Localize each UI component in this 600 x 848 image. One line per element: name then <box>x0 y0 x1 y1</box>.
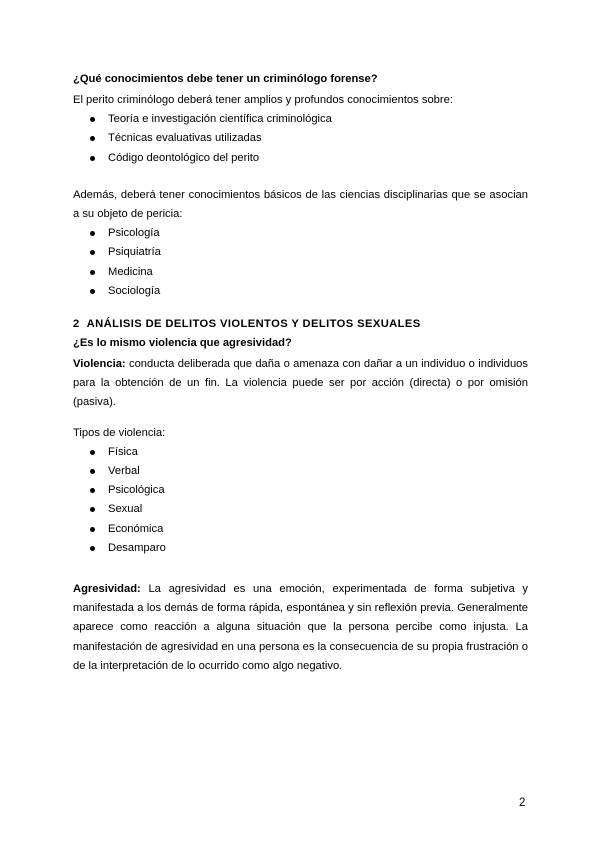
knowledge-list <box>73 110 528 168</box>
list-item: Física <box>73 443 528 462</box>
list-item: Psicología <box>73 224 528 243</box>
list-item: Medicina <box>73 263 528 282</box>
list-item: Sociología <box>73 282 528 301</box>
list-item: Psicológica <box>73 481 528 500</box>
section-number: 2 <box>73 318 80 331</box>
list-item: Sexual <box>73 500 528 519</box>
list-item: Psiquiatría <box>73 243 528 262</box>
violence-types-list <box>73 443 528 558</box>
question-heading-violence: ¿Es lo mismo violencia que agresividad? <box>73 337 292 350</box>
list-item: Económica <box>73 520 528 539</box>
violence-types-label: Tipos de violencia: <box>73 426 166 439</box>
list-item: Desamparo <box>73 539 528 558</box>
list-item: Código deontológico del perito <box>73 149 528 168</box>
violence-term: Violencia: <box>73 358 126 371</box>
list-item: Técnicas evaluativas utilizadas <box>73 129 528 148</box>
list-item: Verbal <box>73 462 528 481</box>
disciplines-list <box>73 224 528 301</box>
question-heading-knowledge: ¿Qué conocimientos debe tener un criminólogo forense? <box>73 73 378 85</box>
page-number: 2 <box>519 797 526 809</box>
basic-knowledge-paragraph: Además, deberá tener conocimientos básicos de las ciencias disciplinarias que se asocian a su objeto de pericia: <box>73 188 528 221</box>
violence-text: conducta deliberada que daña o amenaza con dañar a un individuo o individuos para la obtención de un fin. La violencia puede ser por acción (directa) o por omisión (pasiva). <box>73 358 528 409</box>
violence-definition <box>73 355 528 413</box>
document-page <box>73 70 528 676</box>
list-item: Teoría e investigación científica criminológica <box>73 110 528 129</box>
section-title: ANÁLISIS DE DELITOS VIOLENTOS Y DELITOS SEXUALES <box>86 318 421 331</box>
aggressiveness-term: Agresividad: <box>73 583 141 596</box>
knowledge-intro: El perito criminólogo deberá tener amplios y profundos conocimientos sobre: <box>73 94 453 106</box>
aggressiveness-text: La agresividad es una emoción, experimentada de forma subjetiva y manifestada a los demás de forma rápida, espontánea y sin reflexión previa. Generalmente aparece como reacción a alguna situación que la persona percibe como injusta. La manifestación de agresividad en una persona es la consecuencia de su propia frustración o de la interpretación de lo ocurrido como algo negativo. <box>73 583 528 672</box>
aggressiveness-definition <box>73 580 528 676</box>
section-heading <box>73 315 528 334</box>
